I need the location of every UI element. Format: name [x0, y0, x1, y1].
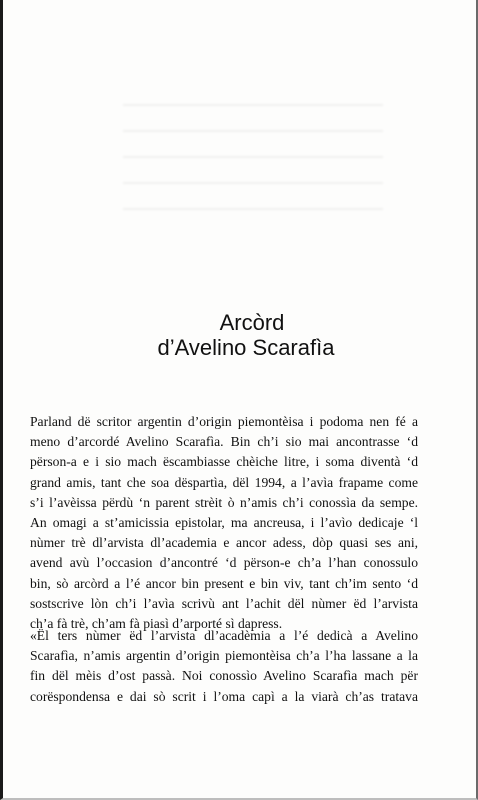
text-line: nùmer trè dl’arvista dl’academia e ancor adess, dòp quasi ses ani, [30, 535, 418, 551]
reverse-side-show-through [123, 90, 383, 230]
text-line: grand amis, tant che soa dëspartìa, dël 1994, a l’avìa frapame come [30, 474, 418, 490]
text-line: përson-a e i sio mach ëscambiasse chèiche litre, i soma diventà ‘d [30, 454, 418, 470]
title-line-2: d’Avelino Scarafìa [157, 335, 335, 360]
text-line: corëspondensa e dai sò scrit i l’oma capì a la viarà ch’as tratava [30, 688, 418, 704]
text-line: «Ël ters nùmer ëd l’arvista dl’acadèmia a l’é dedicà a Avelino [30, 628, 418, 643]
text-line: An omagi a st’amicissia epistolar, ma ancreusa, i l’avìo dedicaje ‘l [30, 515, 418, 531]
text-line: bin, sò arcòrd a l’é ancor bin present e bin viv, tant ch’im sento ‘d [30, 575, 418, 591]
paragraph-1 [30, 412, 418, 634]
text-line: Scarafìa, n’amis argentin d’origin piemontèisa ch’a l’ha lassane a la [30, 648, 418, 664]
text-line: s’i l’avèissa përdù ‘n parent strèit ò n’amis ch’i conossìa da sempe. [30, 494, 418, 510]
text-line-last: ch’a fà trè, ch’am fà piasì d’arporté sì dapress. [30, 616, 283, 632]
text-line: avend avù l’occasion d’ancontré ‘d përson-e ch’a l’han conossulo [30, 555, 418, 571]
chapter-title [3, 310, 478, 360]
text-line: sostscrive lòn ch’i l’avìa scrivù ant l’achit dël nùmer ëd l’arvista [30, 595, 418, 611]
title-line-1: Arcòrd [219, 310, 285, 335]
paragraph-2 [30, 626, 418, 707]
text-line: fin dël mèis d’ost passà. Noi conossìo Avelino Scarafìa mach për [30, 668, 418, 684]
text-line: meno d’arcordé Avelino Scarafìa. Bin ch’i sio mai ancontrasse ‘d [30, 434, 418, 450]
text-line: Parland dë scritor argentin d’origin piemontèisa i podoma nen fé a [30, 414, 418, 429]
